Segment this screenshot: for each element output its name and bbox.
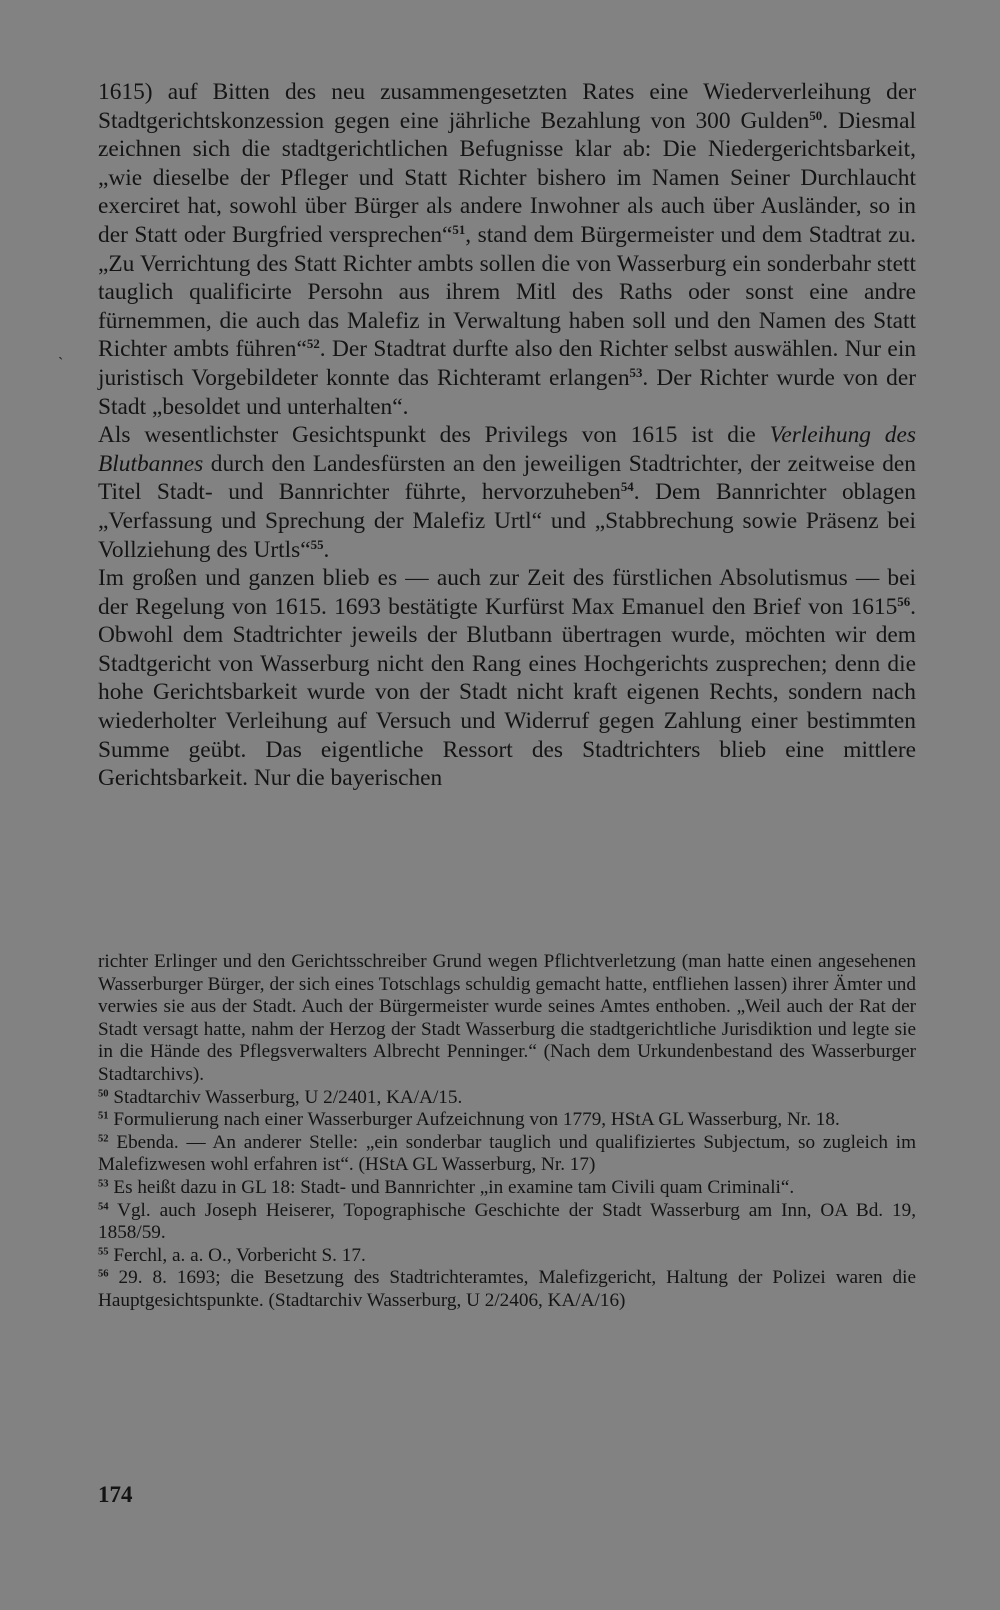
footnote-55: $^{55}$ Ferchl, a. a. O., Vorbericht S. 17.: [98, 1244, 366, 1266]
paragraph-3: Im großen und ganzen blieb es — auch zur Zeit des fürstlichen Absolutismus — bei der Regelung von 1615. 1693 bestätigte Kurfürst Max Emanuel den Brief von 1615$^{56}$. Obwohl dem Stadtrichter jeweils der Blutbann übertragen wurde, möchten wir dem Stadtgericht von Wasserburg nicht den Rang eines Hochgerichts zusprechen; denn die hohe Gerichtsbarkeit wurde von der Stadt nicht kraft eigenen Rechts, sondern nach wiederholter Verleihung auf Versuch und Widerruf gegen Zahlung einer bestimmten Summe geübt. Das eigentliche Ressort des Stadtrichters blieb eine mittlere Gerichtsbarkeit. Nur die bayerischen: [98, 565, 916, 792]
footnote-ref-56[interactable]: 56: [897, 594, 911, 609]
page-number: 174: [98, 1482, 133, 1507]
footnote-56: $^{56}$ 29. 8. 1693; die Besetzung des Stadtrichteramtes, Malefizgericht, Haltung der Polizei waren die Hauptgesichtspunkte. (Stadtarchiv Wasserburg, U 2/2406, KA/A/16): [98, 1267, 916, 1311]
footnote-continuation: richter Erlinger und den Gerichtsschreiber Grund wegen Pflichtverletzung (man hatte einen angesehenen Wasserburger Bürger, der sich eines Totschlags schuldig gemacht hatte, entfliehen lassen) ihrer Ämter und verwies sie aus der Stadt. Auch der Bürgermeister wurde seines Amtes enthoben. „Weil auch der Rat der Stadt versagt hatte, nahm der Herzog der Stadt Wasserburg die stadtgerichtliche Jurisdiktion und legte sie in die Hände des Pflegsverwalters Albrecht Penninger.“ (Nach dem Urkundenbestand des Wasserburger Stadtarchivs).: [98, 951, 916, 1085]
emphasis-verleihung: Verleihung des Blutbannes: [98, 422, 916, 477]
footnote-51: $^{51}$ Formulierung nach einer Wasserburger Aufzeichnung von 1779, HStA GL Wasserburg, Nr. 18.: [98, 1109, 840, 1131]
footnote-ref-55[interactable]: 55: [310, 537, 324, 552]
footnote-52: $^{52}$ Ebenda. — An anderer Stelle: „ein sonderbar tauglich und qualifiziertes Subjectum, so zugleich im Malefizwesen wohl erfahren ist“. (HStA GL Wasserburg, Nr. 17): [98, 1131, 916, 1176]
footnote-50: $^{50}$ Stadtarchiv Wasserburg, U 2/2401, KA/A/15.: [98, 1086, 463, 1108]
paragraph-1: 1615) auf Bitten des neu zusammengesetzten Rates eine Wiederverleihung der Stadtgerichtskonzession gegen eine jährliche Bezahlung von 300 Gulden$^{50}$. Diesmal zeichnen sich die stadtgerichtlichen Befugnisse klar ab: Die Niedergerichtsbarkeit, „wie dieselbe der Pfleger und Statt Richter bishero im Namen Seiner Durchlaucht exerciret hat, sowohl über Bürger als andere Inwohner als auch über Ausländer, so in der Statt oder Burgfried versprechen“$^{51}$, stand dem Bürgermeister und dem Stadtrat zu. „Zu Verrichtung des Statt Richter ambts sollen die von Wasserburg ein sonderbahr stett tauglich qualificirte Persohn aus ihrem Mitl des Raths oder sonst eine andre fürnemmen, die auch das Malefiz in Verwaltung haben soll und den Namen des Statt Richter ambts führen“$^{52}$. Der Stadtrat durfte also den Richter selbst auswählen. Nur ein juristisch Vorgebildeter konnte das Richteramt erlangen$^{53}$. Der Richter wurde von der Stadt „besoldet und unterhalten“.: [98, 79, 917, 420]
footnote-53: $^{53}$ Es heißt dazu in GL 18: Stadt- und Bannrichter „in examine tam Civili quam Criminali“.: [98, 1176, 795, 1198]
main-text: [98, 78, 916, 793]
footnote-ref-50[interactable]: 50: [809, 108, 823, 123]
margin-mark: ˴: [58, 348, 64, 365]
paragraph-2: Als wesentlichster Gesichtspunkt des Privilegs von 1615 ist die Verleihung des Blutbannes durch den Landesfürsten an den jeweiligen Stadtrichter, der zeitweise den Titel Stadt- und Bannrichter führte, hervorzuheben$^{54}$. Dem Bannrichter oblagen „Verfassung und Sprechung der Malefiz Urtl“ und „Stabbrechung sowie Präsenz bei Vollziehung des Urtls“$^{55}$.: [98, 422, 916, 563]
footnotes: [98, 951, 916, 1313]
footnote-ref-54[interactable]: 54: [620, 480, 634, 495]
footnote-ref-53[interactable]: 53: [629, 365, 643, 380]
footnote-ref-51[interactable]: 51: [452, 223, 466, 237]
footnote-ref-52[interactable]: 52: [306, 337, 320, 352]
footnote-54: $^{54}$ Vgl. auch Joseph Heiserer, Topographische Geschichte der Stadt Wasserburg am Inn, OA Bd. 19, 1858/59.: [98, 1199, 916, 1244]
